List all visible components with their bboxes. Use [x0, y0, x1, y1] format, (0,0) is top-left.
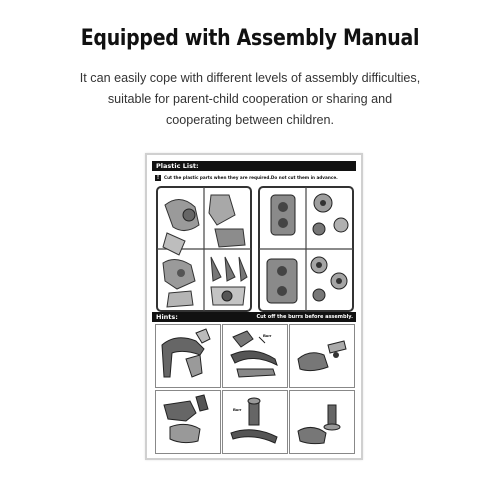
hint-cell	[155, 324, 221, 388]
hint-cell	[155, 390, 221, 454]
hints-label: Hints:	[156, 313, 178, 321]
hint-illustration	[223, 391, 287, 453]
hints-grid	[155, 324, 355, 454]
sprue-frame-left	[155, 185, 253, 313]
hint-illustration	[223, 325, 287, 387]
description	[40, 68, 460, 131]
hint-illustration	[290, 391, 354, 453]
hints-header	[152, 312, 356, 322]
hint-illustration	[156, 325, 220, 387]
burr-label: Burr	[263, 333, 272, 338]
description-line-2: suitable for parent-child cooperation or sharing and	[107, 92, 393, 106]
page-title: Equipped with Assembly Manual	[80, 26, 420, 51]
hint-cell	[289, 390, 355, 454]
hint-cell	[289, 324, 355, 388]
cut-instruction-text: Cut the plastic parts when they are required.Do not cut them in advance.	[164, 175, 338, 180]
assembly-manual-image	[145, 153, 363, 460]
sprue-frame-right	[257, 185, 355, 313]
description-line-1: It can easily cope with different levels of assembly difficulties,	[79, 71, 421, 85]
cut-instruction	[155, 174, 355, 182]
warning-icon: !	[156, 175, 160, 181]
hint-illustration	[156, 391, 220, 453]
hint-cell	[222, 390, 288, 454]
hint-cell	[222, 324, 288, 388]
plastic-list-label: Plastic List:	[156, 162, 199, 170]
hint-illustration	[290, 325, 354, 387]
plastic-list-header	[152, 161, 356, 171]
hints-note: Cut off the burrs before assembly.	[256, 314, 353, 320]
burr-label: Burr	[233, 407, 242, 412]
description-line-3: cooperating between children.	[165, 113, 335, 127]
